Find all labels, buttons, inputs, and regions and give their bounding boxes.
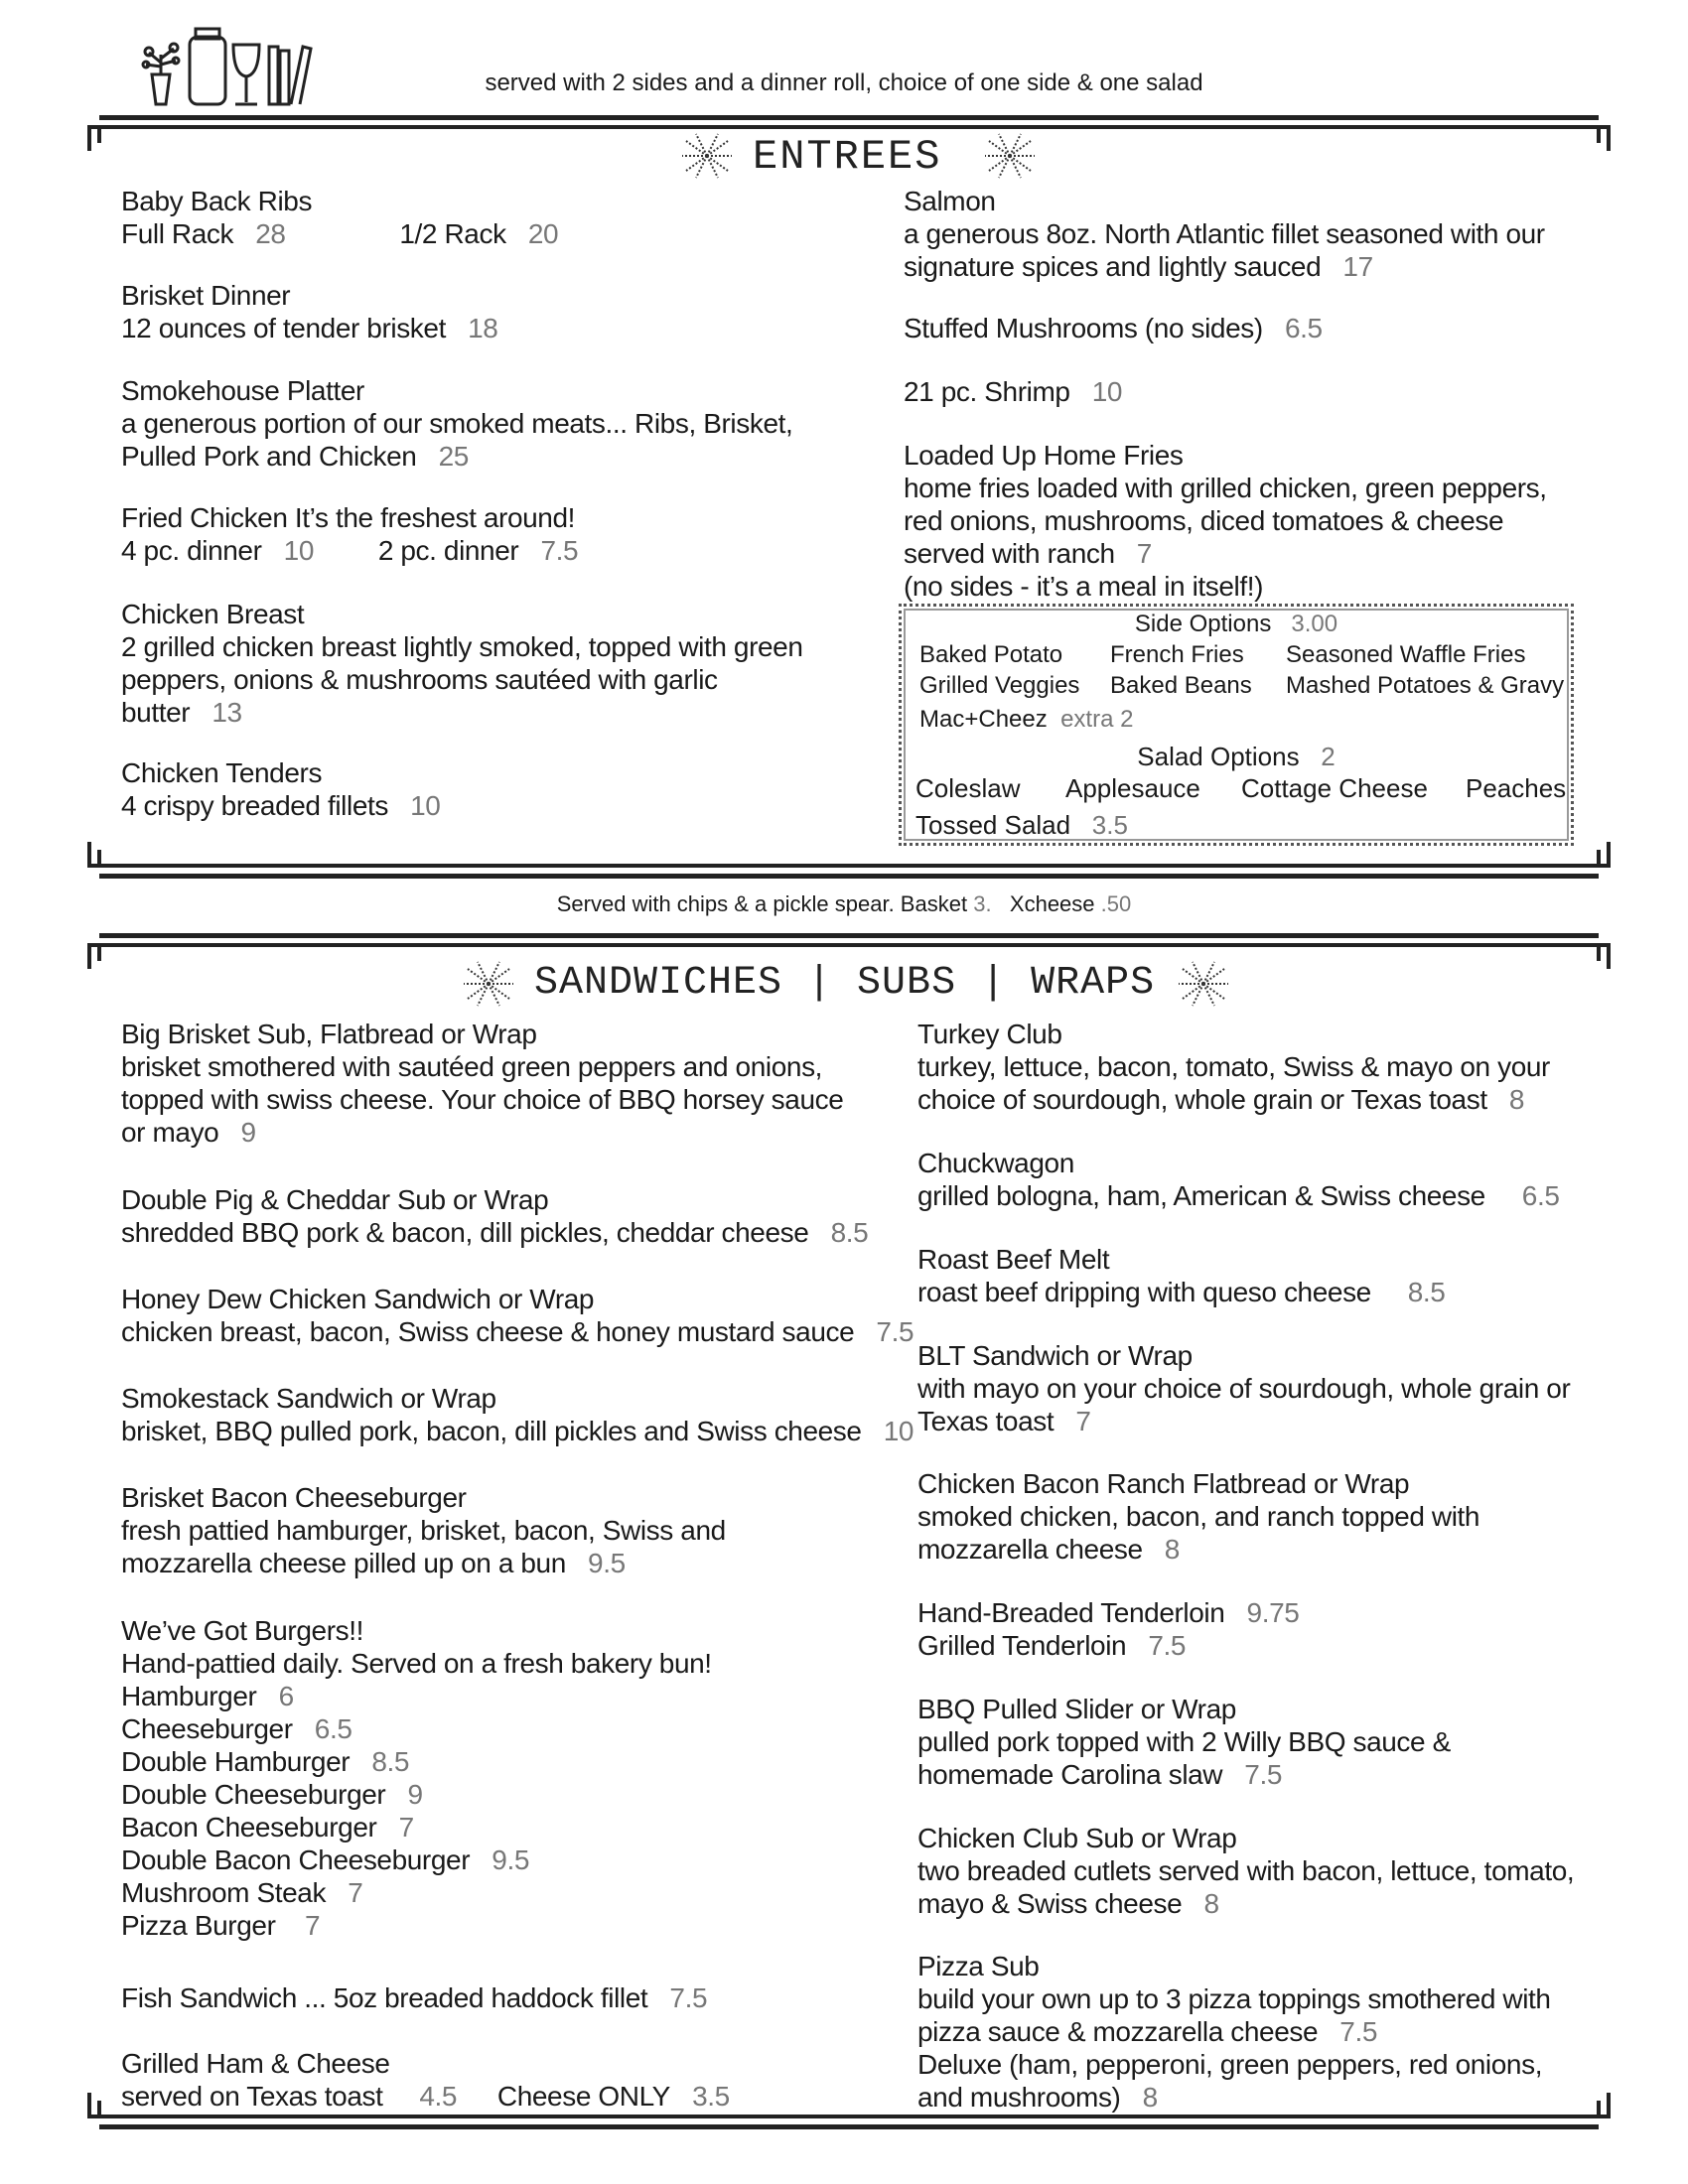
item-description: with mayo on your choice of sourdough, whole grain or Texas toast 7	[917, 1373, 1571, 1436]
item-title: BLT Sandwich or Wrap	[917, 1340, 1193, 1371]
option-label: Cheese ONLY	[496, 2081, 670, 2112]
burst-ornament-right	[983, 131, 1037, 181]
entrees-top-rule	[99, 115, 1599, 120]
item-price: 7.5	[876, 1316, 914, 1347]
entrees-heading: ENTREES	[753, 133, 942, 181]
sandwich-fish	[121, 1981, 876, 2014]
item-title: Chicken Bacon Ranch Flatbread or Wrap	[917, 1468, 1410, 1499]
item-price: 13	[211, 697, 242, 728]
burger-item: Double Hamburger 8.5	[121, 1746, 410, 1777]
item-price: 9	[240, 1117, 256, 1148]
item-note: (no sides - it’s a meal in itself!)	[904, 571, 1264, 602]
side-option: French Fries	[1110, 641, 1244, 668]
item-description: 12 ounces of tender brisket 18	[121, 313, 498, 343]
item-description: brisket smothered with sautéed green peppers and onions, topped with swiss cheese. Your choice of BBQ horsey sauce or mayo 9	[121, 1051, 844, 1148]
sandwich-big-brisket	[121, 1018, 851, 1149]
item-description: grilled bologna, ham, American & Swiss cheese 6.5	[917, 1180, 1560, 1211]
item-price: 7	[348, 1877, 363, 1908]
sandwiches-heading: SANDWICHES | SUBS | WRAPS	[534, 961, 1156, 1006]
item-title: Baby Back Ribs	[121, 186, 313, 216]
xcheese-price: .50	[1100, 891, 1132, 916]
item-title: 21 pc. Shrimp 10	[904, 376, 1123, 407]
item-options: served on Texas toast 4.5 Cheese ONLY 3.5	[121, 2081, 730, 2112]
entrees-bottom-rule	[99, 874, 1599, 879]
item-description: fresh pattied hamburger, brisket, bacon, Swiss and mozzarella cheese pilled up on a bun 9.5	[121, 1515, 726, 1578]
xcheese-label: Xcheese	[1009, 891, 1095, 916]
entree-chicken-tenders	[121, 756, 856, 822]
item-title: Fried Chicken It’s the freshest around!	[121, 502, 576, 533]
entree-salmon	[904, 185, 1589, 283]
item-title: Brisket Bacon Cheeseburger	[121, 1482, 467, 1513]
sandwiches-bottom-rule	[99, 2124, 1599, 2129]
item-price: 7	[398, 1812, 414, 1843]
item-price: 7	[1136, 538, 1152, 569]
item-price: 8.5	[1407, 1277, 1446, 1307]
item-price: 9.75	[1246, 1597, 1300, 1628]
item-title: Chicken Tenders	[121, 757, 323, 788]
item-price: 18	[468, 313, 498, 343]
item-description: chicken breast, bacon, Swiss cheese & honey mustard sauce 7.5	[121, 1316, 914, 1347]
burger-item: Cheeseburger 6.5	[121, 1713, 352, 1744]
sandwich-roast-beef-melt	[917, 1243, 1603, 1308]
item-price: 8	[1164, 1534, 1180, 1565]
item-description: smoked chicken, bacon, and ranch topped with mozzarella cheese 8	[917, 1501, 1480, 1565]
item-title: Pizza Sub	[917, 1951, 1040, 1981]
item-price: 17	[1342, 251, 1373, 282]
sandwich-grilled-ham	[121, 2047, 876, 2113]
item-price: 8	[1508, 1084, 1525, 1115]
side-options-box	[899, 604, 1574, 846]
burgers-subtitle: Hand-pattied daily. Served on a fresh bakery bun!	[121, 1648, 712, 1679]
option-label: 2 pc. dinner	[377, 535, 519, 566]
item-option: Grilled Tenderloin 7.5	[917, 1630, 1187, 1661]
item-price: 8.5	[830, 1217, 869, 1248]
frame-post	[87, 125, 91, 151]
item-title: Stuffed Mushrooms (no sides) 6.5	[904, 313, 1323, 343]
salad-option: Peaches	[1466, 773, 1567, 803]
side-option: Baked Beans	[1110, 672, 1252, 699]
item-title: Roast Beef Melt	[917, 1244, 1110, 1275]
option-label: 4 pc. dinner	[121, 535, 262, 566]
item-description: 2 grilled chicken breast lightly smoked, topped with green peppers, onions & mushrooms sautéed with garlic butter 13	[121, 631, 803, 728]
entrees-top-rule-inner	[87, 125, 1611, 129]
item-option: Hand-Breaded Tenderloin 9.75	[917, 1597, 1300, 1628]
item-title: Double Pig & Cheddar Sub or Wrap	[121, 1184, 549, 1215]
sandwich-blt	[917, 1339, 1603, 1437]
item-price: 7	[1075, 1406, 1091, 1436]
frame-post	[97, 125, 101, 143]
side-option: Mashed Potatoes & Gravy	[1286, 672, 1565, 699]
item-title: Chicken Club Sub or Wrap	[917, 1823, 1237, 1853]
item-title: Honey Dew Chicken Sandwich or Wrap	[121, 1284, 595, 1314]
option-price: 7.5	[540, 535, 579, 566]
item-title: Loaded Up Home Fries	[904, 440, 1184, 471]
entrees-note: served with 2 sides and a dinner roll, choice of one side & one salad	[485, 69, 1203, 96]
item-title: Chuckwagon	[917, 1148, 1074, 1178]
item-options	[121, 534, 856, 567]
salad-option: Applesauce	[1065, 773, 1200, 803]
option-price: 10	[283, 535, 315, 566]
burst-ornament-left	[462, 959, 515, 1009]
item-price: 7.5	[1339, 2016, 1378, 2047]
salad-option-price: 3.5	[1091, 810, 1128, 840]
burger-item: Double Cheeseburger 9	[121, 1779, 423, 1810]
side-option-extra: extra 2	[1060, 706, 1134, 733]
sandwich-smokestack	[121, 1382, 914, 1447]
burgers-title: We’ve Got Burgers!!	[121, 1615, 363, 1646]
sandwich-tenderloin	[917, 1596, 1603, 1662]
item-title: Grilled Ham & Cheese	[121, 2048, 390, 2079]
sandwiches-top-rule-inner	[87, 943, 1611, 947]
entree-brisket-dinner	[121, 279, 856, 344]
salad-options-heading: Salad Options 2	[1137, 742, 1336, 771]
option-price: 20	[527, 218, 559, 249]
entree-stuffed-mushrooms	[904, 312, 1589, 344]
item-options	[121, 217, 856, 250]
item-price: 4.5	[419, 2081, 458, 2112]
item-price: 10	[883, 1416, 914, 1446]
burger-item: Double Bacon Cheeseburger 9.5	[121, 1844, 530, 1875]
option-price: 28	[255, 218, 286, 249]
item-description: home fries loaded with grilled chicken, green peppers, red onions, mushrooms, diced tomatoes & cheese served with ranch 7	[904, 473, 1547, 569]
frame-post	[1597, 943, 1601, 961]
item-price: 7.5	[669, 1982, 708, 2013]
entree-smokehouse-platter	[121, 374, 836, 473]
item-price: 6.5	[1521, 1180, 1560, 1211]
item-price: 9.5	[492, 1844, 530, 1875]
item-price: 8.5	[371, 1746, 410, 1777]
item-description: a generous 8oz. North Atlantic fillet seasoned with our signature spices and lightly sauced 17	[904, 218, 1545, 282]
burgers-section	[121, 1614, 876, 1942]
item-title: BBQ Pulled Slider or Wrap	[917, 1694, 1236, 1724]
salad-option: Cottage Cheese	[1241, 773, 1428, 803]
sandwiches-top-rule	[99, 933, 1599, 938]
side-option: Seasoned Waffle Fries	[1286, 641, 1526, 668]
sandwich-double-pig	[121, 1183, 896, 1249]
sandwich-bbq-pulled-slider	[917, 1693, 1553, 1791]
entree-chicken-breast	[121, 598, 836, 729]
entree-ribs	[121, 185, 856, 250]
side-options-heading: Side Options 3.00	[1134, 611, 1338, 637]
item-title: Big Brisket Sub, Flatbread or Wrap	[121, 1019, 537, 1049]
item-title: Fish Sandwich ... 5oz breaded haddock fillet 7.5	[121, 1982, 708, 2013]
burst-ornament-right	[1177, 959, 1230, 1009]
frame-post	[87, 943, 91, 969]
side-options-price: 3.00	[1291, 611, 1338, 637]
item-price: 7.5	[1244, 1759, 1283, 1790]
item-description: two breaded cutlets served with bacon, lettuce, tomato, mayo & Swiss cheese 8	[917, 1855, 1575, 1919]
burger-item: Hamburger 6	[121, 1681, 294, 1711]
basket-price: 3.	[973, 891, 992, 916]
option-label: 1/2 Rack	[399, 218, 506, 249]
sandwich-pizza-sub	[917, 1950, 1593, 2114]
frame-post	[97, 943, 101, 961]
item-title: Chicken Breast	[121, 599, 305, 629]
item-price: 10	[410, 790, 441, 821]
item-description: brisket, BBQ pulled pork, bacon, dill pickles and Swiss cheese 10	[121, 1416, 914, 1446]
item-title: Turkey Club	[917, 1019, 1062, 1049]
item-description: build your own up to 3 pizza toppings smothered with pizza sauce & mozzarella cheese 7.5	[917, 1983, 1551, 2047]
burst-ornament-left	[680, 131, 734, 181]
item-price: 6	[278, 1681, 294, 1711]
item-price: 7	[305, 1910, 321, 1941]
item-price: 25	[438, 441, 469, 472]
item-price: 8	[1142, 2082, 1158, 2113]
sandwiches-bottom-rule-inner	[87, 2115, 1611, 2118]
item-title: Brisket Dinner	[121, 280, 291, 311]
item-description: a generous portion of our smoked meats... Ribs, Brisket, Pulled Pork and Chicken 25	[121, 408, 793, 472]
sandwich-honey-dew	[121, 1283, 914, 1348]
entree-shrimp	[904, 375, 1589, 408]
frame-post	[1597, 125, 1601, 143]
item-price: 9	[407, 1779, 423, 1810]
sandwich-chicken-club	[917, 1822, 1603, 1920]
salad-option: Coleslaw	[915, 773, 1021, 803]
burger-item: Pizza Burger 7	[121, 1910, 321, 1941]
sandwich-chicken-bacon-ranch	[917, 1467, 1553, 1566]
sandwich-note: Served with chips & a pickle spear. Basket 3. Xcheese .50	[556, 891, 1132, 916]
item-title: Salmon	[904, 186, 996, 216]
entree-loaded-home-fries	[904, 439, 1559, 603]
item-description: roast beef dripping with queso cheese 8.5	[917, 1277, 1446, 1307]
salad-options-price: 2	[1321, 742, 1336, 771]
side-option-mac: Mac+Cheez extra 2	[919, 706, 1134, 733]
frame-post	[1607, 943, 1611, 969]
entrees-bottom-rule-inner	[87, 864, 1611, 868]
sandwich-turkey-club	[917, 1018, 1603, 1116]
sandwich-chuckwagon	[917, 1147, 1603, 1212]
option-label: Full Rack	[121, 218, 234, 249]
item-deluxe: Deluxe (ham, pepperoni, green peppers, red onions, and mushrooms) 8	[917, 2049, 1543, 2113]
item-description: pulled pork topped with 2 Willy BBQ sauce & homemade Carolina slaw 7.5	[917, 1726, 1451, 1790]
burger-item: Mushroom Steak 7	[121, 1877, 363, 1908]
burger-item: Bacon Cheeseburger 7	[121, 1812, 414, 1843]
side-option: Baked Potato	[919, 641, 1063, 668]
item-price: 10	[1091, 376, 1123, 407]
item-description: turkey, lettuce, bacon, tomato, Swiss & mayo on your choice of sourdough, whole grain or Texas toast 8	[917, 1051, 1550, 1115]
item-title: Smokehouse Platter	[121, 375, 364, 406]
item-price: 6.5	[1284, 313, 1323, 343]
item-price: 6.5	[314, 1713, 352, 1744]
frame-post	[1607, 125, 1611, 151]
item-price: 8	[1203, 1888, 1219, 1919]
side-option: Grilled Veggies	[919, 672, 1080, 699]
item-price: 9.5	[588, 1548, 626, 1578]
item-title: Smokestack Sandwich or Wrap	[121, 1383, 496, 1414]
salad-option-tossed: Tossed Salad 3.5	[915, 810, 1128, 840]
item-description: shredded BBQ pork & bacon, dill pickles, cheddar cheese 8.5	[121, 1217, 869, 1248]
item-price: 7.5	[1148, 1630, 1187, 1661]
option-price: 3.5	[692, 2081, 730, 2112]
sandwich-brisket-bacon-cheeseburger	[121, 1481, 776, 1579]
entree-fried-chicken	[121, 501, 856, 567]
item-description: 4 crispy breaded fillets 10	[121, 790, 441, 821]
